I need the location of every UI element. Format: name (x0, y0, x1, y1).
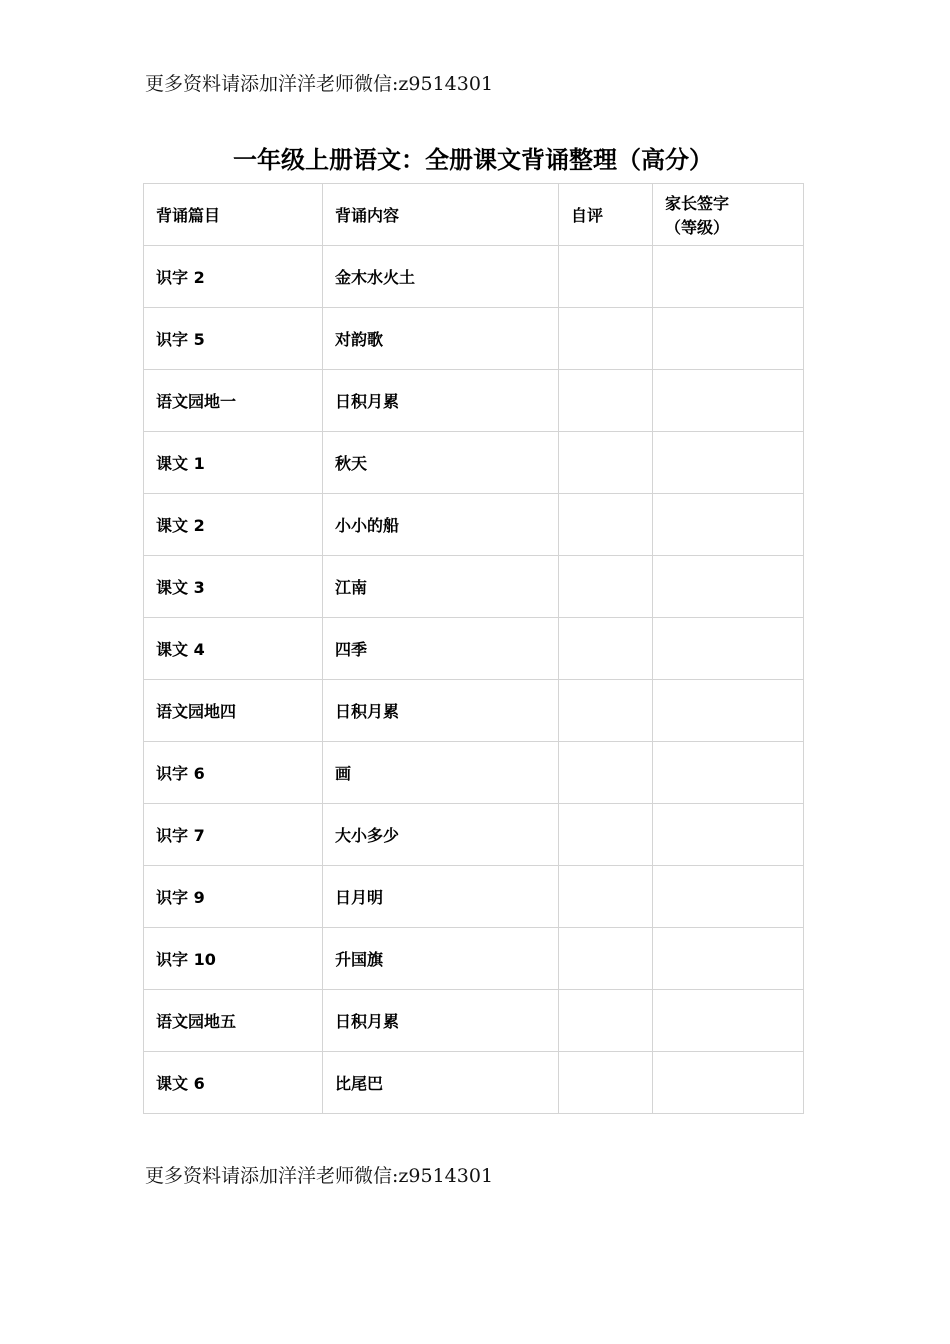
row-section: 语文园地五 (144, 990, 323, 1052)
table-row (144, 494, 804, 556)
row-section: 识字 2 (144, 246, 323, 308)
row-content: 日月明 (323, 866, 559, 928)
row-content: 四季 (323, 618, 559, 680)
row-content: 秋天 (323, 432, 559, 494)
row-section: 语文园地一 (144, 370, 323, 432)
header-parent-sign (653, 184, 804, 246)
row-self-eval-cell (559, 308, 653, 370)
table-row (144, 432, 804, 494)
row-content: 日积月累 (323, 370, 559, 432)
row-parent-sign-cell (653, 804, 804, 866)
row-parent-sign-cell (653, 742, 804, 804)
row-content: 大小多少 (323, 804, 559, 866)
table-row (144, 370, 804, 432)
table-row (144, 556, 804, 618)
header-section: 背诵篇目 (144, 184, 323, 246)
row-section: 课文 2 (144, 494, 323, 556)
row-section: 识字 7 (144, 804, 323, 866)
row-self-eval-cell (559, 370, 653, 432)
table-row (144, 990, 804, 1052)
row-parent-sign-cell (653, 370, 804, 432)
row-content: 画 (323, 742, 559, 804)
row-content: 比尾巴 (323, 1052, 559, 1114)
row-self-eval-cell (559, 618, 653, 680)
row-section: 课文 3 (144, 556, 323, 618)
row-content: 日积月累 (323, 990, 559, 1052)
row-self-eval-cell (559, 432, 653, 494)
row-self-eval-cell (559, 494, 653, 556)
table-row (144, 308, 804, 370)
row-self-eval-cell (559, 246, 653, 308)
document-title: 一年级上册语文：全册课文背诵整理（高分） (233, 146, 713, 174)
row-parent-sign-cell (653, 1052, 804, 1114)
row-self-eval-cell (559, 556, 653, 618)
row-self-eval-cell (559, 680, 653, 742)
table-row (144, 804, 804, 866)
table-row (144, 1052, 804, 1114)
header-content: 背诵内容 (323, 184, 559, 246)
row-self-eval-cell (559, 804, 653, 866)
table-row (144, 928, 804, 990)
row-parent-sign-cell (653, 680, 804, 742)
row-section: 课文 4 (144, 618, 323, 680)
row-parent-sign-cell (653, 928, 804, 990)
row-section: 课文 1 (144, 432, 323, 494)
row-section: 识字 10 (144, 928, 323, 990)
row-parent-sign-cell (653, 308, 804, 370)
row-parent-sign-cell (653, 494, 804, 556)
row-parent-sign-cell (653, 432, 804, 494)
recitation-table (143, 183, 804, 1114)
header-parent-sign-line2: （等级） (665, 218, 730, 237)
header-self-eval: 自评 (559, 184, 653, 246)
row-parent-sign-cell (653, 556, 804, 618)
row-self-eval-cell (559, 990, 653, 1052)
header-contact-note: 更多资料请添加洋洋老师微信:z9514301 (145, 73, 494, 95)
row-parent-sign-cell (653, 618, 804, 680)
row-section: 识字 6 (144, 742, 323, 804)
row-content: 金木水火土 (323, 246, 559, 308)
row-section: 语文园地四 (144, 680, 323, 742)
row-section: 识字 9 (144, 866, 323, 928)
row-content: 江南 (323, 556, 559, 618)
table-row (144, 680, 804, 742)
table-row (144, 866, 804, 928)
footer-contact-note: 更多资料请添加洋洋老师微信:z9514301 (145, 1165, 494, 1187)
row-self-eval-cell (559, 928, 653, 990)
table-header-row (144, 184, 804, 246)
row-section: 识字 5 (144, 308, 323, 370)
row-parent-sign-cell (653, 246, 804, 308)
table-row (144, 618, 804, 680)
row-section: 课文 6 (144, 1052, 323, 1114)
table-row (144, 742, 804, 804)
row-content: 小小的船 (323, 494, 559, 556)
row-self-eval-cell (559, 742, 653, 804)
row-content: 日积月累 (323, 680, 559, 742)
row-self-eval-cell (559, 1052, 653, 1114)
row-content: 对韵歌 (323, 308, 559, 370)
header-parent-sign-line1: 家长签字 (665, 194, 730, 213)
row-self-eval-cell (559, 866, 653, 928)
table-row (144, 246, 804, 308)
row-parent-sign-cell (653, 990, 804, 1052)
row-parent-sign-cell (653, 866, 804, 928)
row-content: 升国旗 (323, 928, 559, 990)
